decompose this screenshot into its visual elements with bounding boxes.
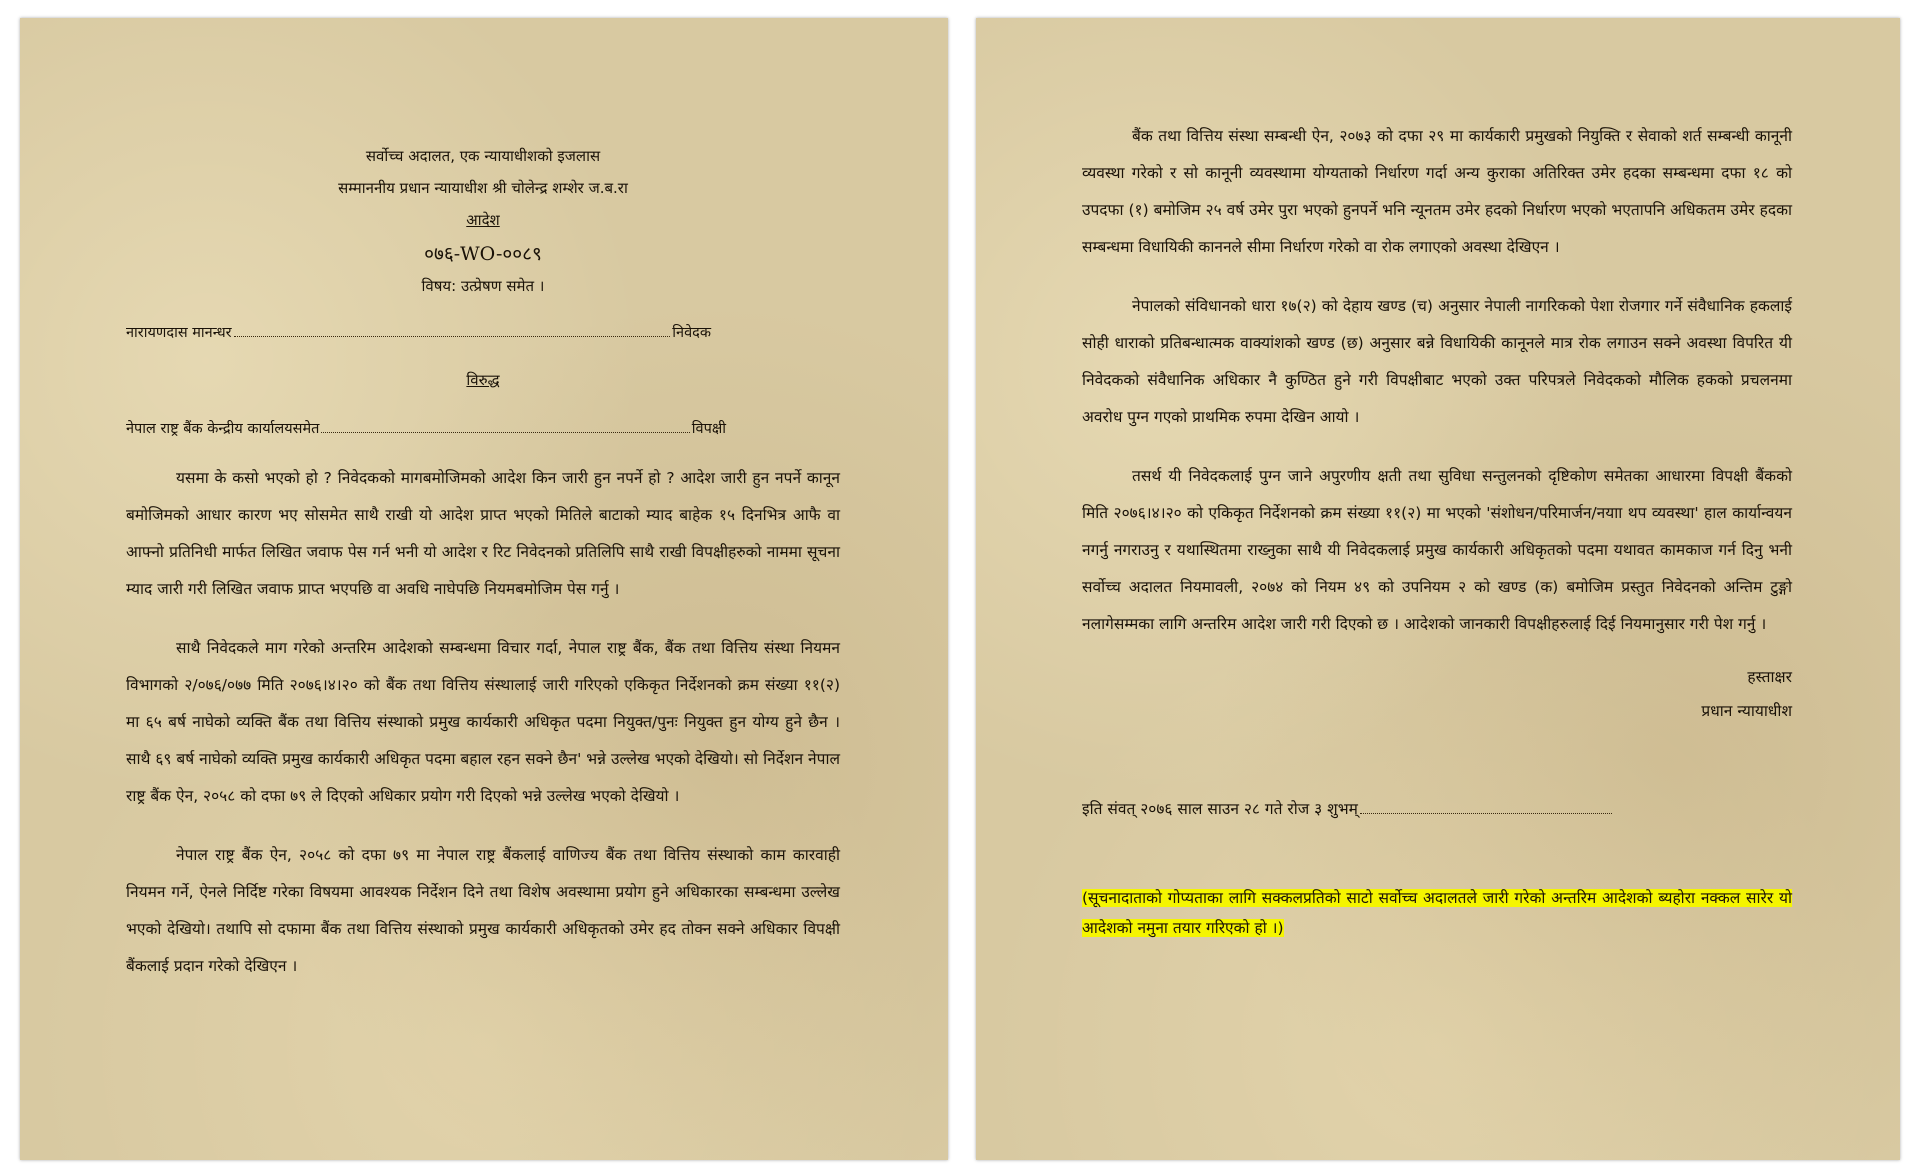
court-name: सर्वोच्च अदालत, एक न्यायाधीशको इजलास (365, 147, 601, 165)
date-line (1082, 797, 1612, 819)
respondent-name: नेपाल राष्ट्र बैंक केन्द्रीय कार्यालयसमेत (126, 421, 320, 437)
respondent-line (126, 418, 726, 438)
petitioner-name: नारायणदास मानन्धर (126, 325, 232, 341)
judge-name: सम्माननीय प्रधान न्यायाधीश श्री चोलेन्द्र शम्शेर ज.ब.रा (338, 179, 628, 197)
versus-heading (126, 370, 840, 390)
order-paragraph-5: नेपालको संविधानको धारा १७(२) को देहाय खण्ड (च) अनुसार नेपाली नागरिकको पेशा रोजगार गर्ने संवैधानिक हकलाई सोही धाराको प्रतिबन्धात्मक वाक्यांशको खण्ड (छ) अनुसार बन्ने विधायिकी कानूनले मात्र रोक लगाउन सक्ने अवस्था विपरित यी निवेदकको संवैधानिक अधिकार नै कुण्ठित हुने गरी विपक्षीबाट भएको उक्त परिपत्रले निवेदकको मौलिक हकको प्रचलनमा अवरोध पुग्न गएको प्राथमिक रुपमा देखिन आयो । (1082, 297, 1792, 426)
order-paragraph-2: साथै निवेदकले माग गरेको अन्तरिम आदेशको सम्बन्धमा विचार गर्दा, नेपाल राष्ट्र बैंक, बैंक तथा वित्तिय संस्था नियमन विभागको २/०७६/०७७ मिति २०७६।४।२० को बैंक तथा वित्तिय संस्थालाई जारी गरिएको एकिकृत निर्देशनको क्रम संख्या ११(२) मा ६५ बर्ष नाघेको व्यक्ति बैंक तथा वित्तिय संस्थाको प्रमुख कार्यकारी अधिकृत पदमा नियुक्त/पुनः नियुक्त हुन योग्य हुने छैन । साथै ६९ बर्ष नाघेको व्यक्ति प्रमुख कार्यकारी अधिकृत पदमा बहाल रहन सक्ने छैन' भन्ने उल्लेख भएको देखियो। सो निर्देशन नेपाल राष्ट्र बैंक ऐन, २०५८ को दफा ७९ ले दिएको अधिकार प्रयोग गरी दिएको भन्ने उल्लेख भएको देखियो । (126, 639, 840, 805)
signature-label: हस्ताक्षर (1747, 668, 1792, 686)
petitioner-role: निवेदक (672, 325, 711, 341)
order-paragraph-6: तसर्थ यी निवेदकलाई पुग्न जाने अपुरणीय क्षती तथा सुविधा सन्तुलनको दृष्टिकोण समेतका आधारमा विपक्षी बैंकको मिति २०७६।४।२० को एकिकृत निर्देशनको क्रम संख्या ११(२) मा भएको 'संशोधन/परिमार्जन/नयाा थप व्यवस्था' हाल कार्यान्वयन नगर्नु नगराउनु र यथास्थितमा राख्नुका साथै यी निवेदकलाई प्रमुख कार्यकारी अधिकृतको पदमा यथावत कामकाज गर्न दिनु भनी सर्वोच्च अदालत नियमावली, २०७४ को नियम ४९ को उपनियम २ को खण्ड (क) बमोजिम प्रस्तुत निवेदनको अन्तिम टुङ्गो नलागेसम्मका लागि अन्तरिम आदेश जारी गरी दिएको छ । आदेशको जानकारी विपक्षीहरुलाई दिई नियमानुसार गरी पेश गर्नु । (1082, 467, 1792, 633)
order-page-2 (976, 18, 1900, 1160)
dotted-leader (1360, 813, 1612, 814)
dotted-leader (234, 336, 671, 337)
order-title: आदेश (466, 211, 500, 229)
date-text: इति संवत् २०७६ साल साउन २८ गते रोज ३ शुभम् (1082, 800, 1358, 818)
dotted-leader (321, 432, 689, 433)
note-text: (सूचनादाताको गोप्यताका लागि सक्कलप्रतिको साटो सर्वोच्च अदालतले जारी गरेको अन्तरिम आदेशको ब्यहोरा नक्कल सारेर यो आदेशको नमुना तयार गरिएको हो ।) (1082, 889, 1792, 937)
petitioner-line (126, 322, 711, 342)
signatory-title: प्रधान न्यायाधीश (1701, 702, 1792, 720)
subject-line: विषय: उत्प्रेषण समेत । (421, 277, 545, 295)
order-paragraph-3: नेपाल राष्ट्र बैंक ऐन, २०५८ को दफा ७९ मा नेपाल राष्ट्र बैंकलाई वाणिज्य बैंक तथा वित्तिय संस्थाको काम कारवाही नियमन गर्ने, ऐनले निर्दिष्ट गरेका विषयमा आवश्यक निर्देशन दिने तथा विशेष अवस्थामा प्रयोग हुने अधिकारका सम्बन्धमा उल्लेख भएको देखियो। तथापि सो दफामा बैंक तथा वित्तिय संस्थाको प्रमुख कार्यकारी अधिकृतको उमेर हद तोक्न सक्ने अधिकार विपक्षी बैंकलाई प्रदान गरेको देखिएन । (126, 846, 840, 975)
order-paragraph-4: बैंक तथा वित्तिय संस्था सम्बन्धी ऐन, २०७३ को दफा २९ मा कार्यकारी प्रमुखको नियुक्ति र सेवाको शर्त सम्बन्धी कानूनी व्यवस्था गरेको र सो कानूनी व्यवस्थामा योग्यताको निर्धारण गर्दा अन्य कुराका अतिरिक्त उमेर हदका सम्बन्धमा दफा १८ को उपदफा (१) बमोजिम २५ वर्ष उमेर पुरा भएको हुनपर्ने भनि न्यूनतम उमेर हदको निर्धारण भएको भएतापनि अधिकतम उमेर हदका सम्बन्धमा विधायिकी काननले सीमा निर्धारण गरेको वा रोक लगाएको अवस्था देखिएन । (1082, 127, 1792, 256)
order-paragraph-1: यसमा के कसो भएको हो ? निवेदकको मागबमोजिमको आदेश किन जारी हुन नपर्ने हो ? आदेश जारी हुन नपर्ने कानून बमोजिमको आधार कारण भए सोसमेत साथै राखी यो आदेश प्राप्त भएको मितिले बाटाको म्याद बाहेक १५ दिनभित्र आफै वा आफ्नो प्रतिनिधी मार्फत लिखित जवाफ पेस गर्न भनी यो आदेश र रिट निवेदनको प्रतिलिपि साथै राखी विपक्षीहरुको नाममा सूचना म्याद जारी गरी लिखित जवाफ प्राप्त भएपछि वा अवधि नाघेपछि नियमबमोजिम पेस गर्नु । (126, 469, 840, 598)
highlighted-note (1082, 883, 1792, 943)
respondent-role: विपक्षी (691, 421, 726, 437)
case-number: ०७६-WO-००८९ (424, 243, 542, 265)
order-page-1 (20, 18, 948, 1160)
versus-label: विरुद्ध (466, 371, 500, 389)
